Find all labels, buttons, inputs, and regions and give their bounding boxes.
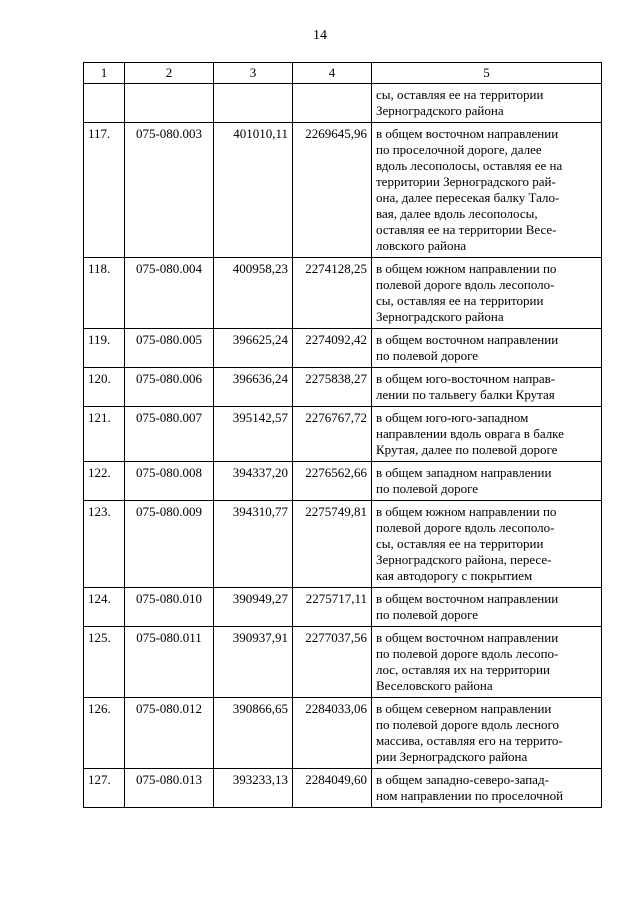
description-line: ном направлении по проселочной [376,788,564,803]
empty-cell [125,84,214,123]
table-header-row [84,63,602,84]
description-line: рии Зерноградского района [376,749,528,764]
description-cell [372,329,602,368]
description-line: по полевой дороге [376,481,479,496]
x-coordinate-cell: 400958,23 [214,258,293,329]
y-coordinate-cell: 2276767,72 [293,407,372,462]
point-code-cell: 075-080.013 [125,769,214,808]
x-coordinate-cell: 394337,20 [214,462,293,501]
description-line: полевой дороге вдоль лесополо- [376,520,555,535]
point-code-cell: 075-080.005 [125,329,214,368]
point-code-cell: 075-080.004 [125,258,214,329]
y-coordinate-cell: 2274128,25 [293,258,372,329]
y-coordinate-cell: 2269645,96 [293,123,372,258]
description-line: по полевой дороге вдоль лесопо- [376,646,559,661]
continuation-description [372,84,602,123]
header-col-5: 5 [372,63,602,84]
description-cell [372,407,602,462]
description-cell [372,627,602,698]
x-coordinate-cell: 396636,24 [214,368,293,407]
table-row [84,588,602,627]
y-coordinate-cell: 2275838,27 [293,368,372,407]
x-coordinate-cell: 401010,11 [214,123,293,258]
empty-cell [293,84,372,123]
empty-cell [84,84,125,123]
description-line: в общем восточном направлении [376,126,559,141]
point-code-cell: 075-080.006 [125,368,214,407]
row-number-cell: 126. [84,698,125,769]
description-line: лос, оставляя их на территории [376,662,550,677]
row-number-cell: 118. [84,258,125,329]
description-line: в общем северном направлении [376,701,552,716]
description-line: полевой дороге вдоль лесополо- [376,277,555,292]
x-coordinate-cell: 394310,77 [214,501,293,588]
description-cell [372,462,602,501]
coordinates-table [83,62,602,808]
description-line: в общем западно-северо-запад- [376,772,549,787]
y-coordinate-cell: 2276562,66 [293,462,372,501]
description-line: Зерноградского района [376,103,504,118]
description-line: направлении вдоль оврага в балке [376,426,564,441]
description-line: она, далее пересекая балку Тало- [376,190,560,205]
y-coordinate-cell: 2284049,60 [293,769,372,808]
description-line: в общем восточном направлении [376,591,559,606]
description-cell [372,368,602,407]
y-coordinate-cell: 2277037,56 [293,627,372,698]
row-number-cell: 121. [84,407,125,462]
table-row [84,462,602,501]
table-row [84,368,602,407]
table-row [84,258,602,329]
x-coordinate-cell: 390866,65 [214,698,293,769]
description-line: в общем восточном направлении [376,332,559,347]
table-row [84,329,602,368]
description-line: по полевой дороге [376,348,479,363]
table-row [84,627,602,698]
point-code-cell: 075-080.011 [125,627,214,698]
table-row [84,123,602,258]
row-number-cell: 127. [84,769,125,808]
description-cell [372,258,602,329]
description-line: в общем восточном направлении [376,630,559,645]
description-line: вая, далее вдоль лесополосы, [376,206,538,221]
x-coordinate-cell: 396625,24 [214,329,293,368]
empty-cell [214,84,293,123]
description-cell [372,769,602,808]
description-line: по полевой дороге [376,607,479,622]
description-line: Крутая, далее по полевой дороге [376,442,558,457]
description-line: по проселочной дороге, далее [376,142,542,157]
description-line: в общем южном направлении по [376,261,557,276]
description-line: оставляя ее на территории Весе- [376,222,557,237]
point-code-cell: 075-080.009 [125,501,214,588]
description-line: Зерноградского района [376,309,504,324]
description-line: массива, оставляя его на террито- [376,733,563,748]
description-cell [372,501,602,588]
point-code-cell: 075-080.003 [125,123,214,258]
row-number-cell: 124. [84,588,125,627]
description-line: в общем западном направлении [376,465,552,480]
y-coordinate-cell: 2274092,42 [293,329,372,368]
description-line: Зерноградского района, пересе- [376,552,552,567]
table-row [84,698,602,769]
description-line: кая автодорогу с покрытием [376,568,533,583]
table-row [84,501,602,588]
description-cell [372,588,602,627]
row-number-cell: 119. [84,329,125,368]
header-col-1: 1 [84,63,125,84]
header-col-2: 2 [125,63,214,84]
x-coordinate-cell: 390949,27 [214,588,293,627]
x-coordinate-cell: 395142,57 [214,407,293,462]
header-col-4: 4 [293,63,372,84]
row-number-cell: 125. [84,627,125,698]
description-line: по полевой дороге вдоль лесного [376,717,560,732]
description-line: Веселовского района [376,678,493,693]
table-row [84,769,602,808]
description-line: сы, оставляя ее на территории [376,87,544,102]
description-line: территории Зерноградского рай- [376,174,556,189]
x-coordinate-cell: 390937,91 [214,627,293,698]
y-coordinate-cell: 2275749,81 [293,501,372,588]
continuation-row [84,84,602,123]
description-line: вдоль лесополосы, оставляя ее на [376,158,563,173]
row-number-cell: 117. [84,123,125,258]
point-code-cell: 075-080.012 [125,698,214,769]
header-col-3: 3 [214,63,293,84]
y-coordinate-cell: 2284033,06 [293,698,372,769]
point-code-cell: 075-080.010 [125,588,214,627]
x-coordinate-cell: 393233,13 [214,769,293,808]
description-line: лении по тальвегу балки Крутая [376,387,555,402]
description-line: сы, оставляя ее на территории [376,293,544,308]
point-code-cell: 075-080.007 [125,407,214,462]
description-cell [372,698,602,769]
table-row [84,407,602,462]
row-number-cell: 123. [84,501,125,588]
description-line: сы, оставляя ее на территории [376,536,544,551]
page-number: 14 [313,28,327,43]
description-line: ловского района [376,238,467,253]
description-cell [372,123,602,258]
description-line: в общем юго-восточном направ- [376,371,556,386]
row-number-cell: 120. [84,368,125,407]
y-coordinate-cell: 2275717,11 [293,588,372,627]
description-line: в общем юго-юго-западном [376,410,529,425]
row-number-cell: 122. [84,462,125,501]
description-line: в общем южном направлении по [376,504,557,519]
point-code-cell: 075-080.008 [125,462,214,501]
